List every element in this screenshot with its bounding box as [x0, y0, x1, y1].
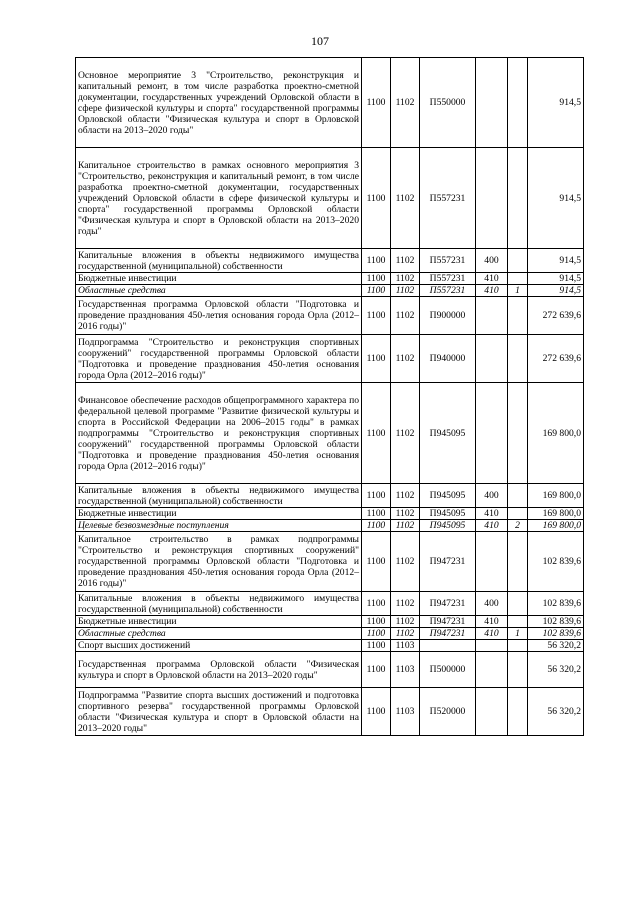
section-code-cell: 1100	[362, 508, 391, 520]
target-article-cell: П557231	[420, 249, 476, 273]
section-code-cell: 1100	[362, 484, 391, 508]
row-name-cell: Капитальные вложения в объекты недвижимого имущества государственной (муниципальной) собственности	[76, 249, 362, 273]
expense-type-cell: 410	[476, 520, 508, 532]
section-code-cell: 1100	[362, 297, 391, 335]
subsection-code-cell: 1102	[391, 273, 420, 285]
target-article-cell: П557231	[420, 273, 476, 285]
target-article-cell: П940000	[420, 335, 476, 383]
amount-cell: 102 839,6	[528, 628, 584, 640]
amount-cell: 169 800,0	[528, 383, 584, 484]
amount-cell: 914,5	[528, 58, 584, 148]
amount-cell: 56 320,2	[528, 688, 584, 736]
table-row	[76, 520, 584, 532]
expense-type-cell	[476, 383, 508, 484]
row-name-cell: Бюджетные инвестиции	[76, 508, 362, 520]
amount-cell: 272 639,6	[528, 297, 584, 335]
amount-cell: 56 320,2	[528, 652, 584, 688]
funding-source-cell: 1	[508, 628, 528, 640]
subsection-code-cell: 1102	[391, 628, 420, 640]
row-name-cell: Областные средства	[76, 285, 362, 297]
target-article-cell: П947231	[420, 628, 476, 640]
table-row	[76, 508, 584, 520]
subsection-code-cell: 1102	[391, 532, 420, 592]
subsection-code-cell: 1102	[391, 249, 420, 273]
expense-type-cell: 400	[476, 592, 508, 616]
target-article-cell: П947231	[420, 616, 476, 628]
budget-table-body	[76, 58, 584, 736]
target-article-cell: П945095	[420, 484, 476, 508]
section-code-cell: 1100	[362, 520, 391, 532]
funding-source-cell	[508, 297, 528, 335]
amount-cell: 169 800,0	[528, 520, 584, 532]
funding-source-cell	[508, 148, 528, 249]
amount-cell: 272 639,6	[528, 335, 584, 383]
table-row	[76, 297, 584, 335]
table-row	[76, 628, 584, 640]
section-code-cell: 1100	[362, 58, 391, 148]
subsection-code-cell: 1102	[391, 148, 420, 249]
section-code-cell: 1100	[362, 640, 391, 652]
subsection-code-cell: 1102	[391, 592, 420, 616]
subsection-code-cell: 1103	[391, 640, 420, 652]
table-row	[76, 616, 584, 628]
row-name-cell: Капитальные вложения в объекты недвижимого имущества государственной (муниципальной) собственности	[76, 484, 362, 508]
section-code-cell: 1100	[362, 688, 391, 736]
row-name-cell: Капитальное строительство в рамках основного мероприятия 3 "Строительство, реконструкция и капитальный ремонт, в том числе разработка проектно-сметной документации, государственных учреждений Орловской области в сфере физической культуры и спорта" государственной программы Орловской области "Физическая культура и спорт в Орловской области на 2013–2020 годы"	[76, 148, 362, 249]
row-name-cell: Государственная программа Орловской области "Подготовка и проведение празднования 450-летия основания города Орла (2012–2016 годы)"	[76, 297, 362, 335]
expense-type-cell	[476, 640, 508, 652]
expense-type-cell: 410	[476, 628, 508, 640]
table-row	[76, 148, 584, 249]
row-name-cell: Капитальные вложения в объекты недвижимого имущества государственной (муниципальной) собственности	[76, 592, 362, 616]
table-row	[76, 273, 584, 285]
table-row	[76, 688, 584, 736]
row-name-cell: Капитальное строительство в рамках подпрограммы "Строительство и реконструкция спортивных сооружений" государственной программы Орловской области "Подготовка и проведение празднования 450-летия основания города Орла (2012–2016 годы)"	[76, 532, 362, 592]
expense-type-cell	[476, 58, 508, 148]
table-row	[76, 652, 584, 688]
amount-cell: 914,5	[528, 285, 584, 297]
expense-type-cell	[476, 532, 508, 592]
funding-source-cell	[508, 273, 528, 285]
subsection-code-cell: 1102	[391, 335, 420, 383]
funding-source-cell	[508, 640, 528, 652]
funding-source-cell	[508, 383, 528, 484]
funding-source-cell	[508, 652, 528, 688]
row-name-cell: Финансовое обеспечение расходов общепрограммного характера по федеральной целевой программе "Развитие физической культуры и спорта в Российской Федерации на 2006–2015 годы" в рамках подпрограммы "Строительство и реконструкция спортивных сооружений" государственной программы Орловской области "Подготовка и проведение празднования 450-летия основания города Орла (2012–2016 годы)"	[76, 383, 362, 484]
funding-source-cell	[508, 249, 528, 273]
funding-source-cell	[508, 58, 528, 148]
row-name-cell: Бюджетные инвестиции	[76, 616, 362, 628]
expense-type-cell: 400	[476, 249, 508, 273]
expense-type-cell: 410	[476, 616, 508, 628]
target-article-cell: П945095	[420, 508, 476, 520]
section-code-cell: 1100	[362, 616, 391, 628]
section-code-cell: 1100	[362, 652, 391, 688]
table-row	[76, 58, 584, 148]
target-article-cell: П947231	[420, 592, 476, 616]
amount-cell: 169 800,0	[528, 484, 584, 508]
expense-type-cell	[476, 297, 508, 335]
amount-cell: 102 839,6	[528, 592, 584, 616]
funding-source-cell	[508, 688, 528, 736]
expense-type-cell	[476, 652, 508, 688]
expense-type-cell: 400	[476, 484, 508, 508]
table-row	[76, 640, 584, 652]
row-name-cell: Государственная программа Орловской области "Физическая культура и спорт в Орловской области на 2013–2020 годы"	[76, 652, 362, 688]
row-name-cell: Бюджетные инвестиции	[76, 273, 362, 285]
row-name-cell: Областные средства	[76, 628, 362, 640]
section-code-cell: 1100	[362, 592, 391, 616]
section-code-cell: 1100	[362, 628, 391, 640]
target-article-cell: П520000	[420, 688, 476, 736]
target-article-cell: П550000	[420, 58, 476, 148]
funding-source-cell	[508, 484, 528, 508]
section-code-cell: 1100	[362, 285, 391, 297]
table-row	[76, 285, 584, 297]
subsection-code-cell: 1102	[391, 58, 420, 148]
row-name-cell: Основное мероприятие 3 "Строительство, реконструкция и капитальный ремонт, в том числе разработка проектно-сметной документации, государственных учреждений Орловской области в сфере физической культуры и спорта" государственной программы Орловской области "Физическая культура и спорт в Орловской области на 2013–2020 годы"	[76, 58, 362, 148]
section-code-cell: 1100	[362, 148, 391, 249]
table-row	[76, 335, 584, 383]
table-row	[76, 249, 584, 273]
section-code-cell: 1100	[362, 383, 391, 484]
expense-type-cell: 410	[476, 273, 508, 285]
amount-cell: 914,5	[528, 148, 584, 249]
expense-type-cell: 410	[476, 285, 508, 297]
target-article-cell: П947231	[420, 532, 476, 592]
funding-source-cell	[508, 616, 528, 628]
amount-cell: 914,5	[528, 249, 584, 273]
section-code-cell: 1100	[362, 249, 391, 273]
row-name-cell: Подпрограмма "Строительство и реконструкция спортивных сооружений" государственной программы Орловской области "Подготовка и проведение празднования 450-летия основания города Орла (2012–2016 годы)"	[76, 335, 362, 383]
section-code-cell: 1100	[362, 273, 391, 285]
amount-cell: 169 800,0	[528, 508, 584, 520]
row-name-cell: Подпрограмма "Развитие спорта высших достижений и подготовка спортивного резерва" государственной программы Орловской области "Физическая культура и спорт в Орловской области на 2013–2020 годы"	[76, 688, 362, 736]
table-row	[76, 383, 584, 484]
row-name-cell: Спорт высших достижений	[76, 640, 362, 652]
target-article-cell: П557231	[420, 285, 476, 297]
subsection-code-cell: 1103	[391, 652, 420, 688]
funding-source-cell: 2	[508, 520, 528, 532]
subsection-code-cell: 1102	[391, 520, 420, 532]
funding-source-cell: 1	[508, 285, 528, 297]
table-row	[76, 592, 584, 616]
subsection-code-cell: 1102	[391, 297, 420, 335]
target-article-cell: П945095	[420, 383, 476, 484]
page-number: 107	[311, 34, 329, 48]
table-row	[76, 532, 584, 592]
funding-source-cell	[508, 335, 528, 383]
funding-source-cell	[508, 508, 528, 520]
expense-type-cell	[476, 688, 508, 736]
target-article-cell	[420, 640, 476, 652]
amount-cell: 102 839,6	[528, 616, 584, 628]
subsection-code-cell: 1102	[391, 508, 420, 520]
expense-type-cell	[476, 335, 508, 383]
funding-source-cell	[508, 592, 528, 616]
target-article-cell: П900000	[420, 297, 476, 335]
section-code-cell: 1100	[362, 532, 391, 592]
subsection-code-cell: 1103	[391, 688, 420, 736]
row-name-cell: Целевые безвозмездные поступления	[76, 520, 362, 532]
target-article-cell: П557231	[420, 148, 476, 249]
funding-source-cell	[508, 532, 528, 592]
target-article-cell: П945095	[420, 520, 476, 532]
subsection-code-cell: 1102	[391, 383, 420, 484]
amount-cell: 914,5	[528, 273, 584, 285]
expense-type-cell: 410	[476, 508, 508, 520]
expense-type-cell	[476, 148, 508, 249]
subsection-code-cell: 1102	[391, 285, 420, 297]
subsection-code-cell: 1102	[391, 616, 420, 628]
target-article-cell: П500000	[420, 652, 476, 688]
budget-table	[75, 57, 584, 736]
amount-cell: 56 320,2	[528, 640, 584, 652]
table-row	[76, 484, 584, 508]
subsection-code-cell: 1102	[391, 484, 420, 508]
amount-cell: 102 839,6	[528, 532, 584, 592]
section-code-cell: 1100	[362, 335, 391, 383]
